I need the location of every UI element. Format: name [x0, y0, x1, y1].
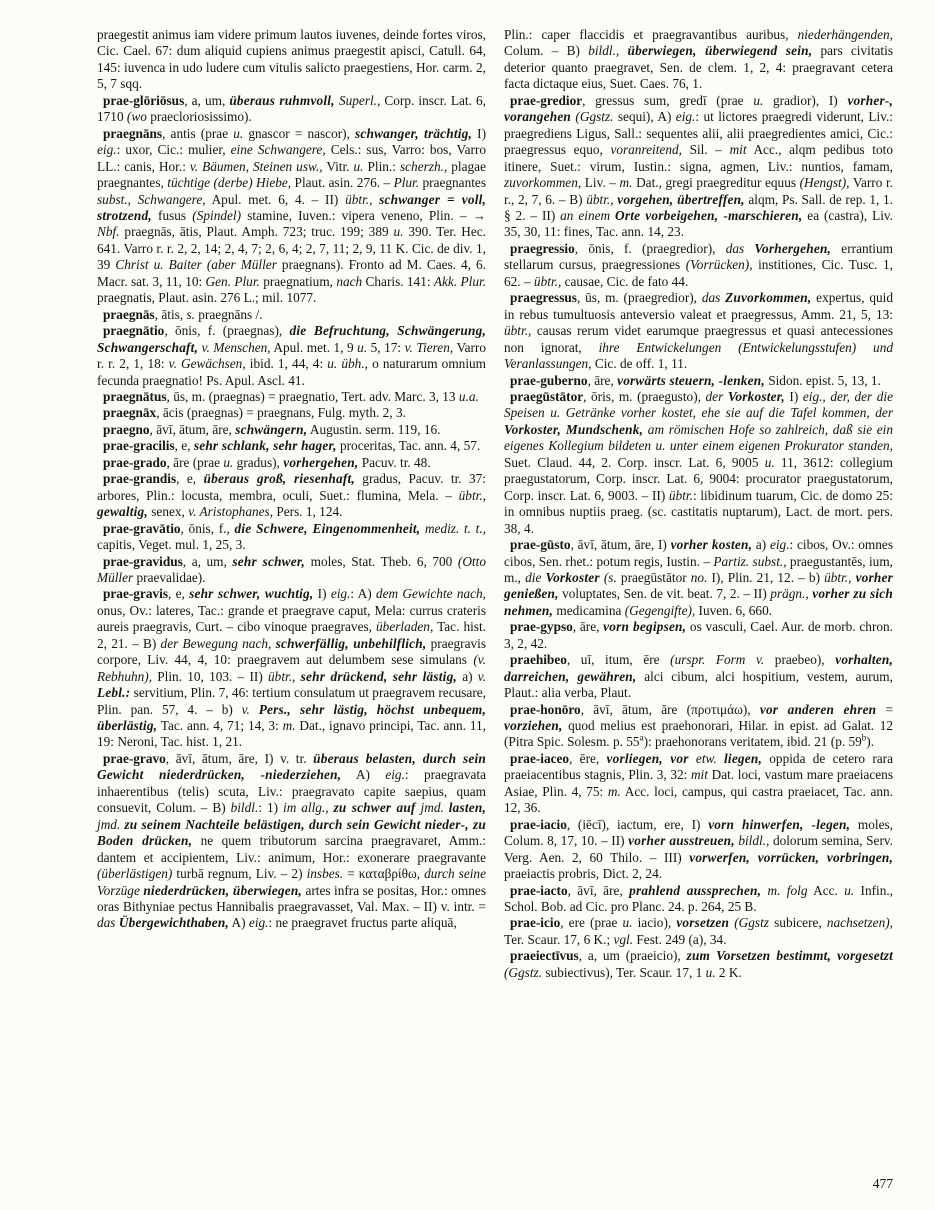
entry-prae-gravis: prae-gravis, e, sehr schwer, wuchtig, I) eig.: A) dem Gewichte nach, onus, Ov.: lateres, Tac.: grande et praegrave caput, Mela: currus crateris aureis praegravis, Curt. – cibo vinoque praegraves, überladen, Tac. hist. 2, 21. – B) der Bewegung nach, schwerfällig, unbehilflich, praegravis corpore, Liv. 44, 4, 10: praegravem aut delumbem sese simulans (v. Rebhuhn), Plin. 10, 103. – II) übtr., sehr drückend, sehr lästig, a) v. Lebl.: servitium, Plin. 7, 46: tertium consulatum ut praegravem recusare, Plin. pan. 57, 4. – b) v. Pers., sehr lästig, höchst unbequem, überlästig, Tac. ann. 4, 71; 14, 3: m. Dat., ignavo principi, Tac. ann. 11, 19: Neroni, Tac. hist. 1, 21. — [97, 586, 487, 750]
entry-praeiectivus: praeiectīvus, a, um (praeicio), zum Vorsetzen bestimmt, vorgesetzt (Ggstz. subiectivus), Ter. Scaur. 17, 1 u. 2 K. — [504, 948, 893, 980]
entry-prae-gredior: prae-gredior, gressus sum, gredī (prae u. gradior), I) vorher-, vorangehen (Ggstz. sequi), A) eig.: ut lictores praegredi viderunt, Liv.: praegrediens Ligus, Sall.: sequentes alii, alii praegredientes amici, Cic.: praegressus equo, voranreitend, Sil. – mit Acc., alqm pedibus toto itinere, Suet.: virum, Iustin.: signa, agmen, Liv.: nuntios, famam, zuvorkommen, Liv. – m. Dat., gregi praegreditur equus (Hengst), Varro r. r., 2, 7, 6. – B) übtr., vorgehen, übertreffen, alqm, Ps. Sall. de rep. 1, 1. § 2. – II) an einem Orte vorbeigehen, -marschieren, ea (castra), Liv. 35, 30, 11: fines, Tac. ann. 14, 23. — [504, 92, 894, 240]
entry-prae-gusto: prae-gūsto, āvī, ātum, āre, I) vorher kosten, a) eig.: cibos, Ov.: omnes cibos, Sen. rhet.: potum regis, Iustin. – Partiz. subst., praegustantēs, ium, m., die Vorkoster (s. praegūstātor no. I), Plin. 21, 12. – b) übtr., vorher genießen, voluptates, Sen. de vit. beat. 7, 2. – II) prägn., vorher zu sich nehmen, medicamina (Gegengifte), Iuven. 6, 660. — [504, 537, 893, 618]
entry-praegressus: praegressus, ūs, m. (praegredior), das Zuvorkommen, expertus, quid in rebus tumultuosis anteversio valeat et praegressus, Amm. 21, 5, 13: übtr., causas rerum videt earumque praegressus et quasi antecessiones non ignorat, ihre Entwickelungen (Entwickelungsstufen) und Veranlassungen, Cic. de off. 1, 11. — [504, 290, 893, 372]
entry-prae-gloriosus: prae-glōriōsus, a, um, überaus ruhmvoll, Superl., Corp. inscr. Lat. 6, 1710 (wo praecloriosissimo). — [97, 92, 486, 125]
entry-praegno: praegno, āvī, ātum, āre, schwängern, Augustin. serm. 119, 16. — [103, 421, 441, 437]
entry-praegnatio: praegnātio, ōnis, f. (praegnas), die Befruchtung, Schwängerung, Schwangerschaft, v. Menschen, Apul. met. 1, 9 u. 5, 17: v. Tieren, Varro r. r. 2, 1, 18: v. Gewächsen, ibid. 1, 44, 4: u. übh., o naturarum omnium fecunda praegnatio! Ps. Apul. Ascl. 41. — [97, 323, 487, 388]
entry-praegressio: praegressio, ōnis, f. (praegredior), das Vorhergehen, errantium stellarum cursus, praegressiones (Vorrücken), institiones, Cic. Tusc. 1, 62. – übtr., causae, Cic. de fato 44. — [504, 240, 893, 289]
entry-praegnatus: praegnātus, ūs, m. (praegnas) = praegnatio, Tert. adv. Marc. 3, 13 u.a. — [103, 388, 479, 404]
entry-prae-iacto: prae-iacto, āvī, āre, prahlend aussprechen, m. folg Acc. u. Infin., Schol. Bob. ad Cic. pro Planc. 24. p. 264, 25 B. — [504, 882, 894, 915]
continuation-prae-gravo: Plin.: caper flaccidis et praegravantibus auribus, niederhängenden, Colum. – B) bildl., überwiegen, überwiegend sein, pars civitatis deterior quanto praegravet, Sen. de clem. 1, 2, 4: praegravant cetera facta dictaque eius, Suet. Caes. 76, 1. — [504, 27, 893, 92]
entry-prae-gravatio: prae-gravātio, ōnis, f., die Schwere, Eingenommenheit, mediz. t. t., capitis, Veget. mul. 1, 25, 3. — [97, 520, 486, 553]
right-column — [504, 27, 893, 981]
entry-prae-gravidus: prae-gravidus, a, um, sehr schwer, moles, Stat. Theb. 6, 700 (Otto Müller praevalidae). — [97, 553, 486, 585]
text-columns — [97, 27, 893, 981]
entry-prae-icio: prae-icio, ere (prae u. iacio), vorsetzen (Ggstz subicere, nachsetzen), Ter. Scaur. 17, 6 K.; vgl. Fest. 249 (a), 34. — [504, 915, 893, 947]
entry-praegnans: praegnāns, antis (prae u. gnascor = nascor), schwanger, trächtig, I) eig.: uxor, Cic.: mulier, eine Schwangere, Cels.: sus, Varro: bos, Varro LL.: canis, Hor.: v. Bäumen, Steinen usw., Vitr. u. Plin.: scherzh., plagae praegnantes, tüchtige (derbe) Hiebe, Plaut. asin. 276. – Plur. praegnantes subst., Schwangere, Apul. met. 6, 4. – II) übtr., schwanger = voll, strotzend, fusus (Spindel) stamine, Iuven.: vipera veneno, Plin. – → Nbf. praegnās, ātis, Plaut. Amph. 723; truc. 199; 389 u. 390. Ter. Hec. 641. Varro r. r. 2, 2, 14; 2, 4, 7; 2, 6, 4; 2, 7, 11; 2, 9, 11 K. Cic. de div. 1, 39 Christ u. Baiter (aber Müller praegnans). Fronto ad M. Caes. 4, 6. Macr. sat. 3, 11, 10: Gen. Plur. praegnatium, nach Charis. 141: Akk. Plur. praegnatis, Plaut. asin. 276 L.; mil. 1077. — [97, 125, 487, 306]
entry-prae-honoro: prae-honōro, āvī, ātum, āre (προτιμάω), vor anderen ehren = vorziehen, quod melius est praehonorari, Hilar. in epist. ad Galat. 12 (Pitra Spic. Solesm. p. 55$^a$): praehonorans veritatem, ibid. 21 (p. 59$^b$). — [504, 701, 894, 750]
entry-praehibeo: praehibeo, uī, itum, ēre (urspr. Form v. praebeo), vorhalten, darreichen, gewähren, alci cibum, alci hospitium, vestem, aurum, Plaut.: alia verba, Plaut. — [504, 652, 893, 701]
continuation-prae-gestio: praegestit animus iam videre primum lautos iuvenes, deinde fortes viros, Cic. Cael. 67: dum aliquid cupiens animus praegestit apisci, Catull. 64, 145: iuvenca in udo ludere cum vitulis salicto praegestiens, Hor. carm. 2, 5, 7 sqq. — [97, 27, 486, 92]
entry-prae-gravo: prae-gravo, āvī, ātum, āre, I) v. tr. überaus belasten, durch sein Gewicht niederdrücken, -niederziehen, A) eig.: praegravata inhaerentibus (telis) scuta, Liv.: praegravato capite saepius, quam consuevit, Colum. – B) bildl.: 1) im allg., zu schwer auf jmd. lasten, jmd. zu seinem Nachteile belästigen, durch sein Gewicht nieder-, zu Boden drücken, ne quem tributorum sarcina praegravaret, Amm.: dantem et accipientem, Liv.: animum, Hor.: exonerare praegravante (überlästigen) turbā regnum, Liv. – 2) insbes. = καταβρίθω, durch seine Vorzüge niederdrücken, überwiegen, artes infra se positas, Hor.: omnes oras Bithyniae pectus Hannibalis praegravasset, Val. Max. – II) v. intr. = das Übergewichthaben, A) eig.: ne praegravet fructus parte aliquā, — [97, 750, 486, 931]
entry-prae-iacio: prae-iacio, (iēcī), iactum, ere, I) vorn hinwerfen, -legen, moles, Colum. 8, 17, 10. – II) vorher ausstreuen, bildl., dolorum semina, Serv. Verg. Aen. 2, 60 Thilo. – III) vorwerfen, vorrücken, vorbringen, praeiactis probris, Dict. 2, 24. — [504, 816, 894, 882]
left-column — [97, 27, 486, 981]
entry-prae-guberno: prae-guberno, āre, vorwärts steuern, -lenken, Sidon. epist. 5, 13, 1. — [510, 372, 881, 388]
entry-praegustator: praegūstātor, ōris, m. (praegusto), der Vorkoster, I) eig., der, der die Speisen u. Getränke vorher kostet, ehe sie auf die Tafel kommen, der Vorkoster, Mundschenk, am römischen Hofe so zahlreich, daß sie ein eigenes Kollegium bildeten u. unter einem eigenen Prokurator standen, Suet. Claud. 44, 2. Corp. inscr. Lat. 6, 9005 u. 11, 3612: collegium praegustatorum, Corp. inscr. Lat. 6, 9004: procurator praegustatorum, Corp. inscr. Lat. 6, 9003. – II) übtr.: libidinum tuarum, Cic. de domo 25: in omnibus nuptiis praeg. (sc. castitatis nuptarum), Lact. de mort. pers. 38, 4. — [504, 388, 894, 536]
page-number: 477 — [872, 1176, 893, 1191]
entry-prae-gypso: prae-gypso, āre, vorn begipsen, os vasculi, Cael. Aur. de morb. chron. 3, 2, 42. — [504, 619, 893, 651]
entry-prae-iaceo: prae-iaceo, ēre, vorliegen, vor etw. liegen, oppida de cetero rara praeiacentibus stagnis, Plin. 3, 32: mit Dat. loci, vastum mare praeiacens Asiae, Plin. 4, 75: m. Acc. loci, campus, qui castra praeiacet, Tac. ann. 12, 36. — [504, 750, 894, 816]
entry-praegnas: praegnās, ātis, s. praegnāns /. — [103, 306, 263, 322]
entry-prae-grado: prae-grado, āre (prae u. gradus), vorhergehen, Pacuv. tr. 48. — [103, 454, 431, 470]
entry-prae-grandis: prae-grandis, e, überaus groß, riesenhaft, gradus, Pacuv. tr. 37: arbores, Plin.: locusta, membra, oculi, Suet.: flumina, Mela. – übtr., gewaltig, senex, v. Aristophanes, Pers. 1, 124. — [97, 471, 486, 520]
entry-prae-gracilis: prae-gracilis, e, sehr schlank, sehr hager, proceritas, Tac. ann. 4, 57. — [103, 438, 481, 454]
entry-praegnax: praegnāx, ācis (praegnas) = praegnans, Fulg. myth. 2, 3. — [103, 405, 406, 421]
